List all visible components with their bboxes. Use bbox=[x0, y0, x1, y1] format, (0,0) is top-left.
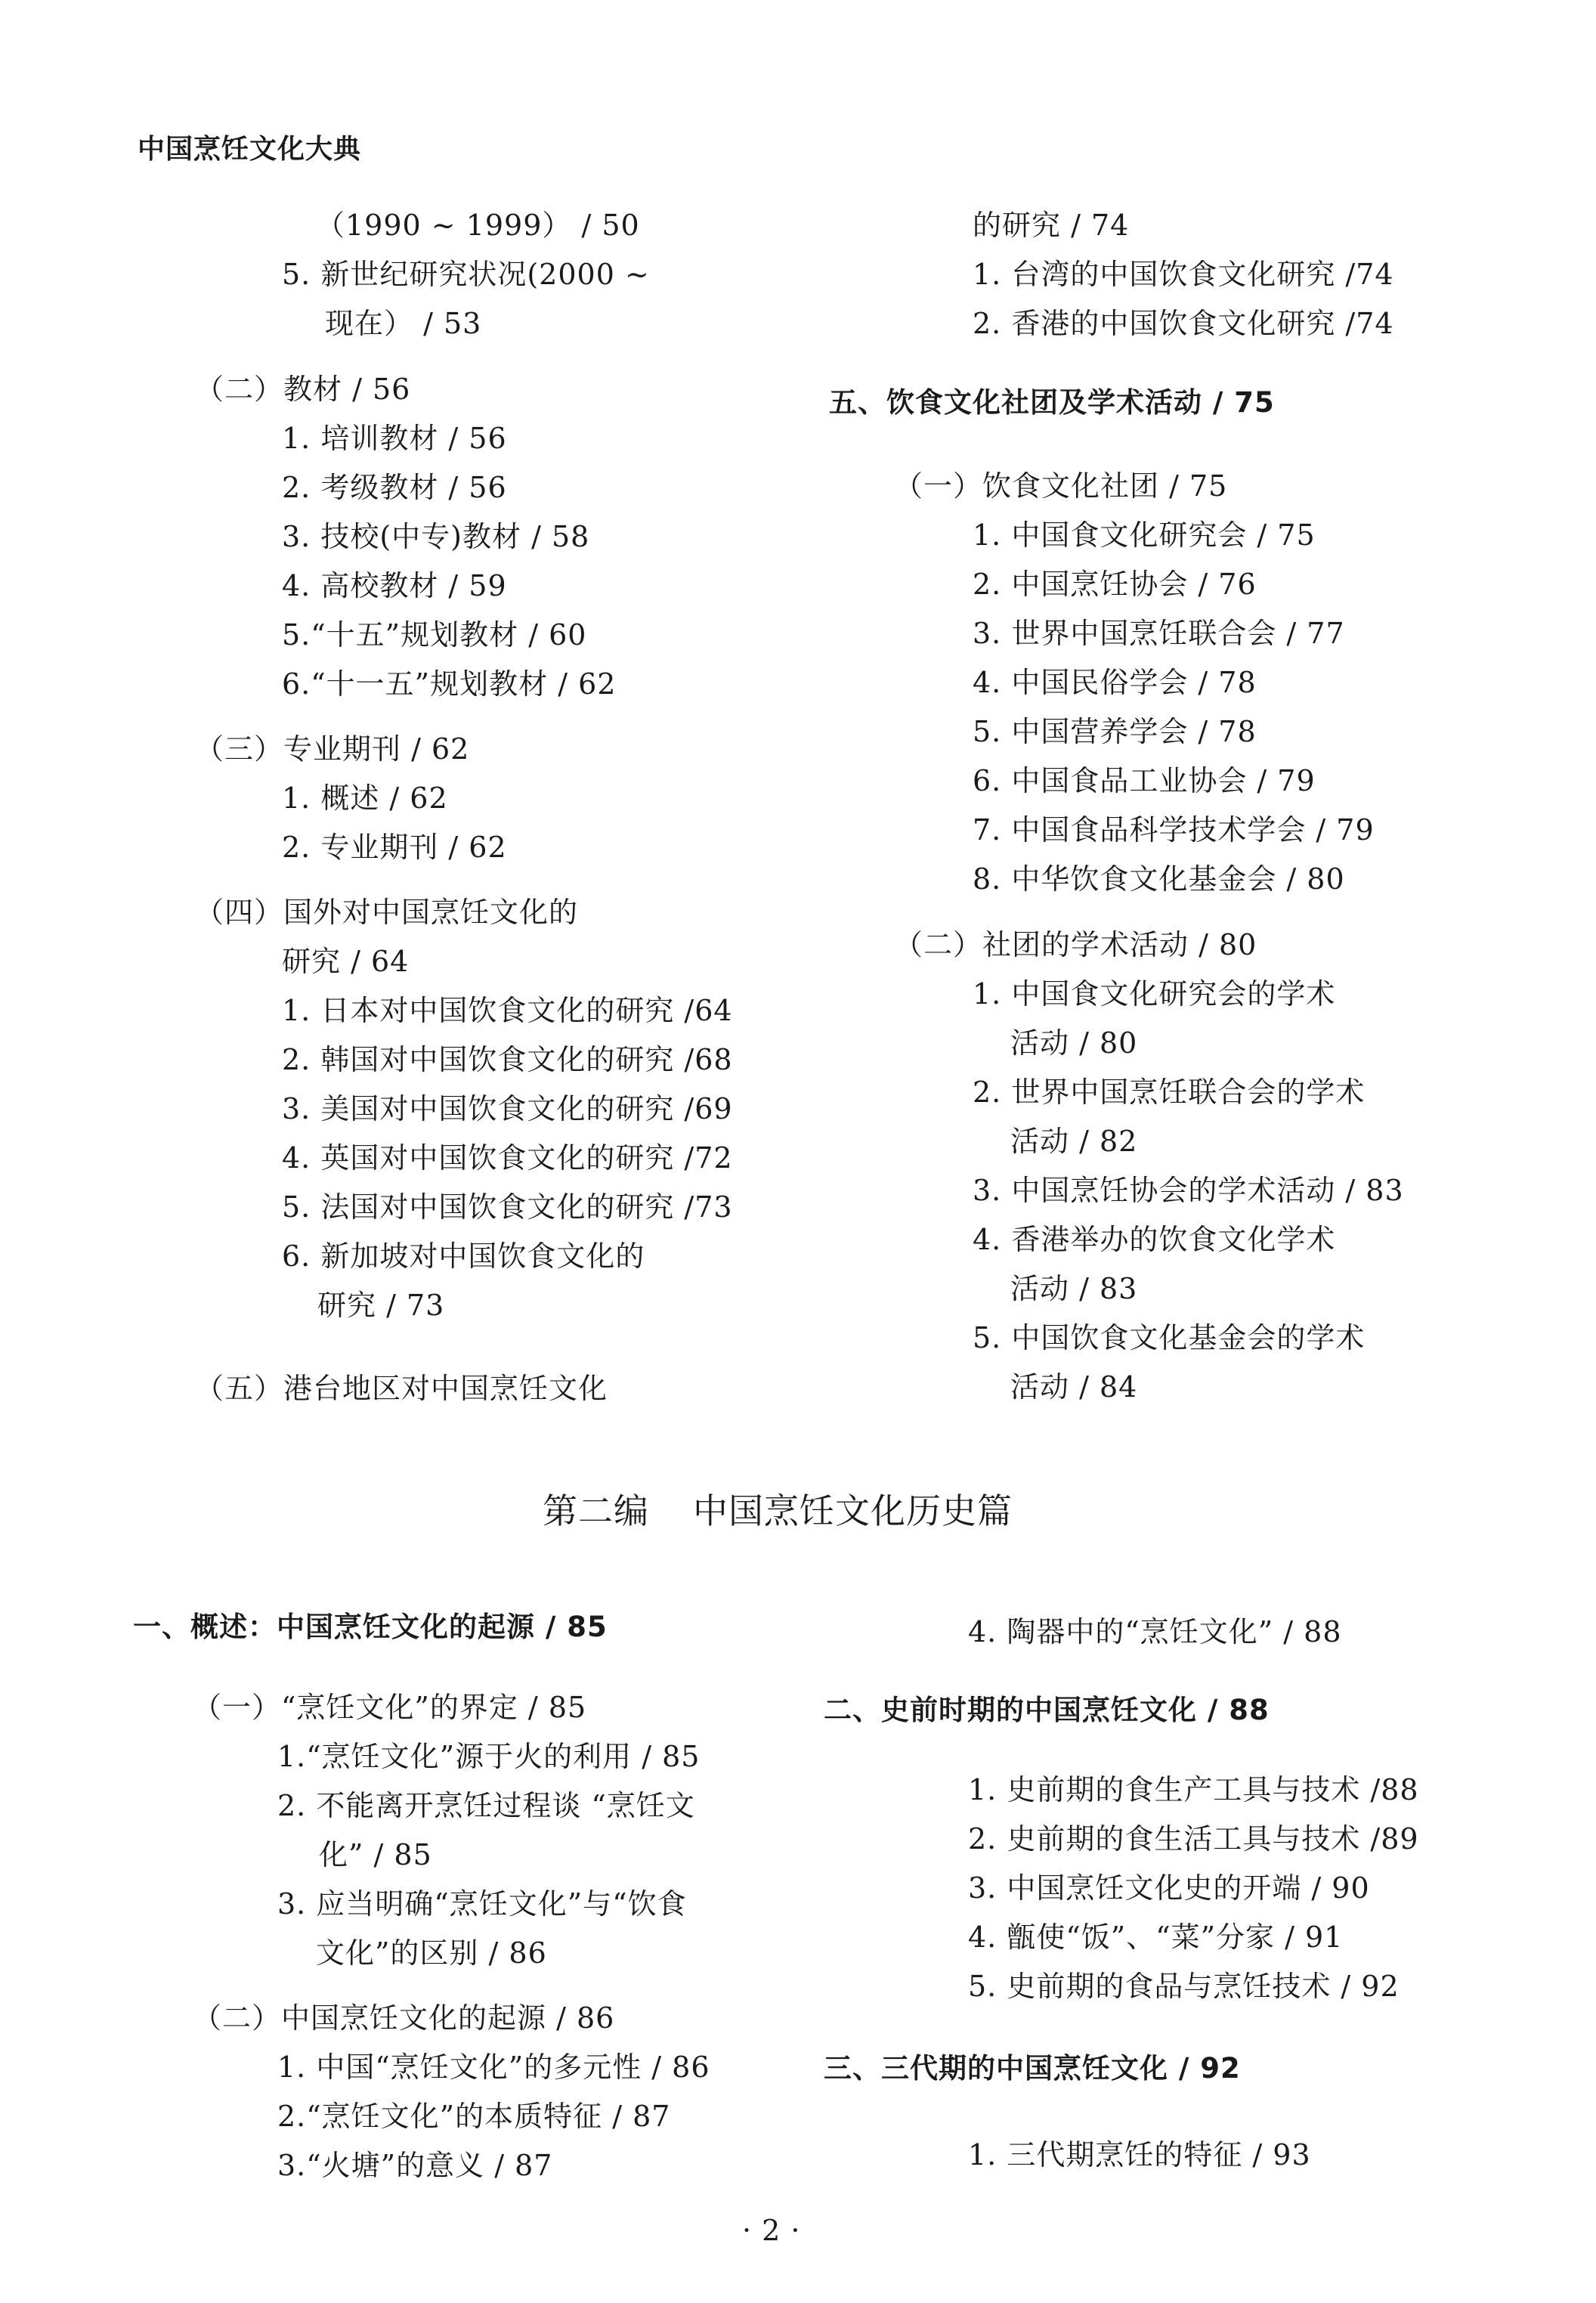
toc-entry: 2. 中国烹饪协会 / 76 bbox=[973, 568, 1257, 601]
toc-entry: 3. 世界中国烹饪联合会 / 77 bbox=[973, 617, 1345, 650]
toc-entry: 2. 韩国对中国饮食文化的研究 /68 bbox=[282, 1043, 733, 1076]
toc-entry: 4. 中国民俗学会 / 78 bbox=[973, 666, 1257, 699]
toc-entry: 2. 史前期的食生活工具与技术 /89 bbox=[968, 1822, 1419, 1856]
toc-entry: 3. 技校(中专)教材 / 58 bbox=[282, 520, 590, 553]
running-header: 中国烹饪文化大典 bbox=[138, 134, 362, 165]
toc-subsection: （二）社团的学术活动 / 80 bbox=[894, 928, 1257, 961]
toc-entry: 2. 世界中国烹饪联合会的学术 bbox=[973, 1076, 1366, 1109]
toc-entry: 化” / 85 bbox=[319, 1838, 432, 1871]
toc-entry: 1. 中国“烹饪文化”的多元性 / 86 bbox=[277, 2051, 710, 2084]
part-heading bbox=[543, 1490, 1013, 1531]
toc-entry: 2. 香港的中国饮食文化研究 /74 bbox=[973, 307, 1394, 340]
toc-entry: （1990 ~ 1999） / 50 bbox=[316, 209, 640, 242]
toc-entry: 3.“火塘”的意义 / 87 bbox=[277, 2149, 553, 2182]
toc-entry: 8. 中华饮食文化基金会 / 80 bbox=[973, 862, 1345, 896]
toc-entry: 5. 法国对中国饮食文化的研究 /73 bbox=[282, 1190, 733, 1224]
toc-entry: 3. 中国烹饪文化史的开端 / 90 bbox=[968, 1871, 1370, 1905]
toc-entry: 2.“烹饪文化”的本质特征 / 87 bbox=[277, 2100, 671, 2133]
toc-subsection: （一）饮食文化社团 / 75 bbox=[894, 469, 1228, 503]
toc-entry: 1. 史前期的食生产工具与技术 /88 bbox=[968, 1773, 1419, 1806]
toc-entry: 5. 中国饮食文化基金会的学术 bbox=[973, 1321, 1366, 1354]
toc-entry: 1. 三代期烹饪的特征 / 93 bbox=[968, 2138, 1311, 2171]
toc-section-heading: 二、史前时期的中国烹饪文化 / 88 bbox=[824, 1694, 1270, 1726]
toc-entry: 1. 中国食文化研究会的学术 bbox=[973, 977, 1336, 1011]
toc-entry: 1.“烹饪文化”源于火的利用 / 85 bbox=[277, 1740, 701, 1773]
toc-entry: 4. 高校教材 / 59 bbox=[282, 569, 507, 602]
toc-entry: 4. 香港举办的饮食文化学术 bbox=[973, 1223, 1336, 1256]
toc-entry: 1. 概述 / 62 bbox=[282, 782, 448, 815]
toc-entry: 1. 中国食文化研究会 / 75 bbox=[973, 518, 1316, 552]
toc-entry: 文化”的区别 / 86 bbox=[316, 1936, 547, 1970]
toc-entry: 3. 美国对中国饮食文化的研究 /69 bbox=[282, 1092, 733, 1125]
toc-section-heading: 一、概述：中国烹饪文化的起源 / 85 bbox=[133, 1611, 608, 1643]
toc-entry: 5. 中国营养学会 / 78 bbox=[973, 715, 1257, 748]
toc-entry: 2. 考级教材 / 56 bbox=[282, 471, 507, 504]
toc-entry: 4. 甑使“饭”、“菜”分家 / 91 bbox=[968, 1921, 1344, 1954]
toc-entry: 2. 专业期刊 / 62 bbox=[282, 831, 507, 864]
toc-entry: 研究 / 73 bbox=[317, 1289, 445, 1322]
toc-subsection: （二）教材 / 56 bbox=[195, 373, 411, 406]
toc-entry: 活动 / 80 bbox=[1010, 1026, 1138, 1060]
page-number: · 2 · bbox=[742, 2214, 801, 2247]
toc-subsection: （四）国外对中国烹饪文化的 bbox=[195, 896, 579, 929]
toc-entry: 活动 / 83 bbox=[1010, 1272, 1138, 1305]
toc-entry: 现在） / 53 bbox=[325, 307, 482, 340]
toc-entry: 4. 陶器中的“烹饪文化” / 88 bbox=[968, 1615, 1342, 1648]
toc-subsection: （二）中国烹饪文化的起源 / 86 bbox=[193, 2001, 615, 2035]
toc-entry: 4. 英国对中国饮食文化的研究 /72 bbox=[282, 1141, 733, 1175]
toc-entry: 5. 新世纪研究状况(2000 ~ bbox=[282, 258, 650, 291]
part-label: 第二编 bbox=[543, 1490, 649, 1531]
toc-section-heading: 五、饮食文化社团及学术活动 / 75 bbox=[829, 386, 1275, 419]
toc-entry: 1. 日本对中国饮食文化的研究 /64 bbox=[282, 994, 733, 1027]
toc-entry: 5. 史前期的食品与烹饪技术 / 92 bbox=[968, 1970, 1400, 2003]
toc-entry: 7. 中国食品科学技术学会 / 79 bbox=[973, 813, 1375, 847]
toc-entry: 3. 应当明确“烹饪文化”与“饮食 bbox=[277, 1887, 687, 1921]
toc-entry: 5.“十五”规划教材 / 60 bbox=[282, 618, 587, 652]
toc-entry: 6. 新加坡对中国饮食文化的 bbox=[282, 1240, 645, 1273]
toc-section-heading: 三、三代期的中国烹饪文化 / 92 bbox=[824, 2052, 1241, 2085]
toc-entry: 1. 台湾的中国饮食文化研究 /74 bbox=[973, 258, 1394, 291]
toc-subsection: 研究 / 64 bbox=[282, 945, 410, 978]
toc-subsection: （三）专业期刊 / 62 bbox=[195, 732, 470, 766]
toc-entry: 活动 / 84 bbox=[1010, 1370, 1138, 1404]
toc-entry: 活动 / 82 bbox=[1010, 1125, 1138, 1158]
toc-subsection: （五）港台地区对中国烹饪文化 bbox=[195, 1372, 608, 1405]
toc-entry: 2. 不能离开烹饪过程谈 “烹饪文 bbox=[277, 1789, 695, 1822]
toc-entry: 3. 中国烹饪协会的学术活动 / 83 bbox=[973, 1174, 1404, 1207]
part-title: 中国烹饪文化历史篇 bbox=[693, 1490, 1013, 1531]
toc-subsection: （一）“烹饪文化”的界定 / 85 bbox=[193, 1691, 587, 1724]
toc-entry: 1. 培训教材 / 56 bbox=[282, 422, 507, 455]
toc-entry: 6. 中国食品工业协会 / 79 bbox=[973, 764, 1316, 797]
toc-entry: 6.“十一五”规划教材 / 62 bbox=[282, 667, 617, 701]
toc-subsection: 的研究 / 74 bbox=[973, 209, 1130, 242]
